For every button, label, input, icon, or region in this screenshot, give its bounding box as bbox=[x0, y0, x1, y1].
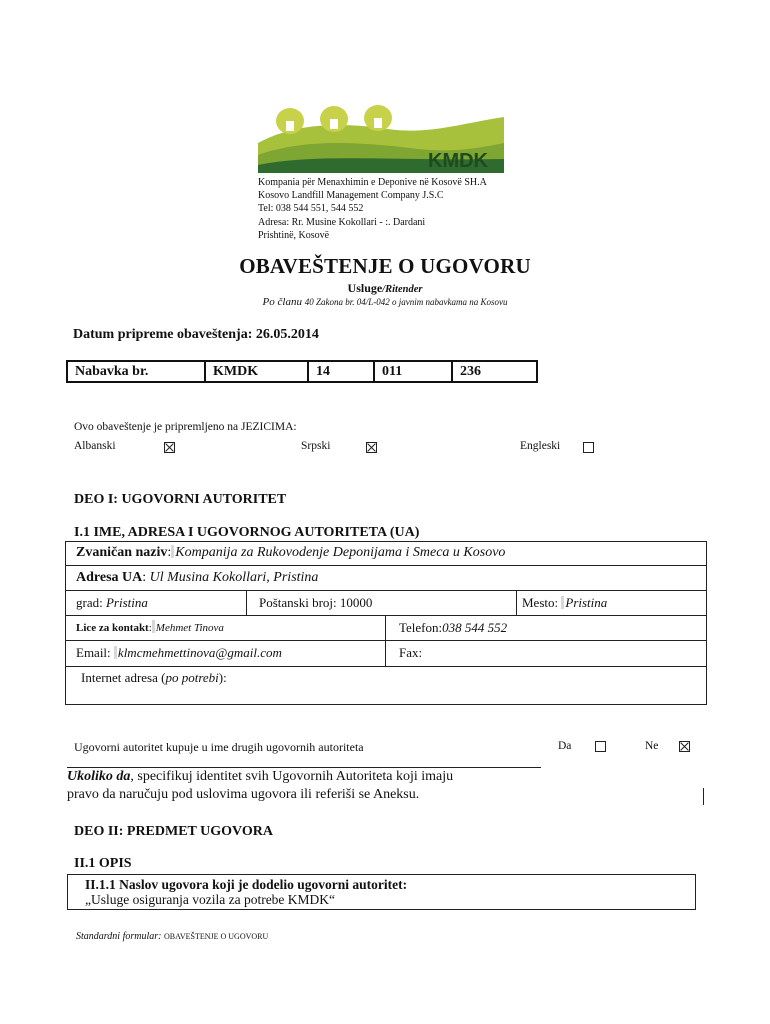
company-logo bbox=[258, 103, 504, 173]
kontakt-value[interactable]: Mehmet Tinova bbox=[155, 622, 224, 634]
contract-title-box bbox=[67, 874, 696, 910]
email-field: Email: klmcmehmettinova@gmail.com bbox=[76, 645, 282, 660]
adresa-value[interactable]: Ul Musina Kokollari, Pristina bbox=[149, 570, 319, 585]
language-srpski: Srpski bbox=[301, 440, 331, 452]
email-value[interactable]: klmcmehmettinova@gmail.com bbox=[117, 645, 282, 660]
language-albanski: Albanski bbox=[74, 440, 116, 452]
company-phone: Tel: 038 544 551, 544 552 bbox=[258, 203, 364, 215]
telefon-field: Telefon:038 544 552 bbox=[399, 620, 508, 635]
contract-title-value[interactable]: „Usluge osiguranja vozila za potrebe KMDK“ bbox=[85, 892, 336, 907]
section-i1: I.1 IME, ADRESA I UGOVORNOG AUTORITETA (UA) bbox=[74, 525, 420, 540]
adresa-field: Adresa UA: Ul Musina Kokollari, Pristina bbox=[76, 570, 319, 585]
language-engleski: Engleski bbox=[520, 440, 561, 452]
engleski-checkbox[interactable] bbox=[583, 442, 594, 453]
mesto-field: Mesto: Pristina bbox=[522, 595, 608, 610]
kontakt-field: Lice za kontakt: Mehmet Tinova bbox=[76, 622, 224, 634]
grad-value[interactable]: Pristina bbox=[105, 595, 148, 610]
section-ii1: II.1 OPIS bbox=[74, 856, 132, 871]
procurement-part[interactable]: 011 bbox=[375, 362, 453, 381]
da-checkbox[interactable] bbox=[595, 741, 606, 752]
footer: Standardni formular: OBAVEŠTENJE O UGOVORU bbox=[76, 931, 269, 942]
company-city: Prishtinë, Kosovë bbox=[258, 229, 330, 241]
grad-field: grad: Pristina bbox=[76, 595, 148, 610]
subtitle: Usluge/Ritender bbox=[347, 281, 423, 295]
procurement-seq[interactable]: 236 bbox=[460, 364, 481, 379]
procurement-label: Nabavka br. bbox=[68, 362, 206, 381]
mesto-value[interactable]: Pristina bbox=[565, 595, 608, 610]
company-line: Kompania për Menaxhimin e Deponive në Kosovë SH.A bbox=[258, 177, 487, 188]
postanski-field[interactable]: Poštanski broj: 10000 bbox=[259, 595, 373, 610]
procurement-code[interactable]: KMDK bbox=[206, 362, 309, 381]
naziv-value[interactable]: Kompanija za Rukovodenje Deponijama i Smeca u Kosovo bbox=[175, 545, 506, 560]
procurement-number-table bbox=[66, 360, 538, 383]
section-deo-i: DEO I: UGOVORNI AUTORITET bbox=[74, 492, 287, 507]
kupuje-question: Ugovorni autoritet kupuje u ime drugih ugovornih autoriteta bbox=[74, 740, 364, 754]
ne-label: Ne bbox=[645, 740, 659, 752]
company-info bbox=[258, 176, 487, 242]
company-line: Kosovo Landfill Management Company J.S.C bbox=[258, 190, 444, 202]
company-address: Adresa: Rr. Musine Kokollari - :. Dardani bbox=[258, 216, 426, 228]
fax-field[interactable]: Fax: bbox=[399, 645, 423, 660]
srpski-checkbox[interactable] bbox=[366, 442, 377, 453]
divider bbox=[703, 788, 704, 805]
albanski-checkbox[interactable] bbox=[164, 442, 175, 453]
preparation-date: Datum pripreme obaveštenja: 26.05.2014 bbox=[73, 327, 319, 342]
ne-checkbox[interactable] bbox=[679, 741, 690, 752]
law-reference: Po članu 40 Zakona br. 04/L-042 o javnim nabavkama na Kosovu bbox=[262, 296, 508, 308]
page-title: OBAVEŠTENJE O UGOVORU bbox=[239, 254, 531, 278]
logo-text: KMDK bbox=[428, 150, 488, 172]
contract-title-label: II.1.1 Naslov ugovora koji je dodelio ugovorni autoritet: bbox=[85, 877, 408, 892]
languages-intro: Ovo obaveštenje je pripremljeno na JEZICIMA: bbox=[74, 421, 297, 433]
naziv-field: Zvaničan naziv: Kompanija za Rukovodenje Deponijama i Smeca u Kosovo bbox=[76, 545, 506, 560]
internet-field[interactable]: Internet adresa (po potrebi): bbox=[81, 670, 227, 685]
section-deo-ii: DEO II: PREDMET UGOVORA bbox=[74, 824, 273, 839]
ukoliko-text: Ukoliko da, specifikuj identitet svih Ugovornih Autoriteta koji imaju pravo da naručuju pod uslovima ugovora ili referiši se Aneksu. bbox=[67, 769, 454, 802]
procurement-year[interactable]: 14 bbox=[309, 362, 375, 381]
da-label: Da bbox=[558, 740, 572, 752]
contracting-authority-box bbox=[65, 541, 707, 705]
telefon-value[interactable]: 038 544 552 bbox=[442, 620, 508, 635]
